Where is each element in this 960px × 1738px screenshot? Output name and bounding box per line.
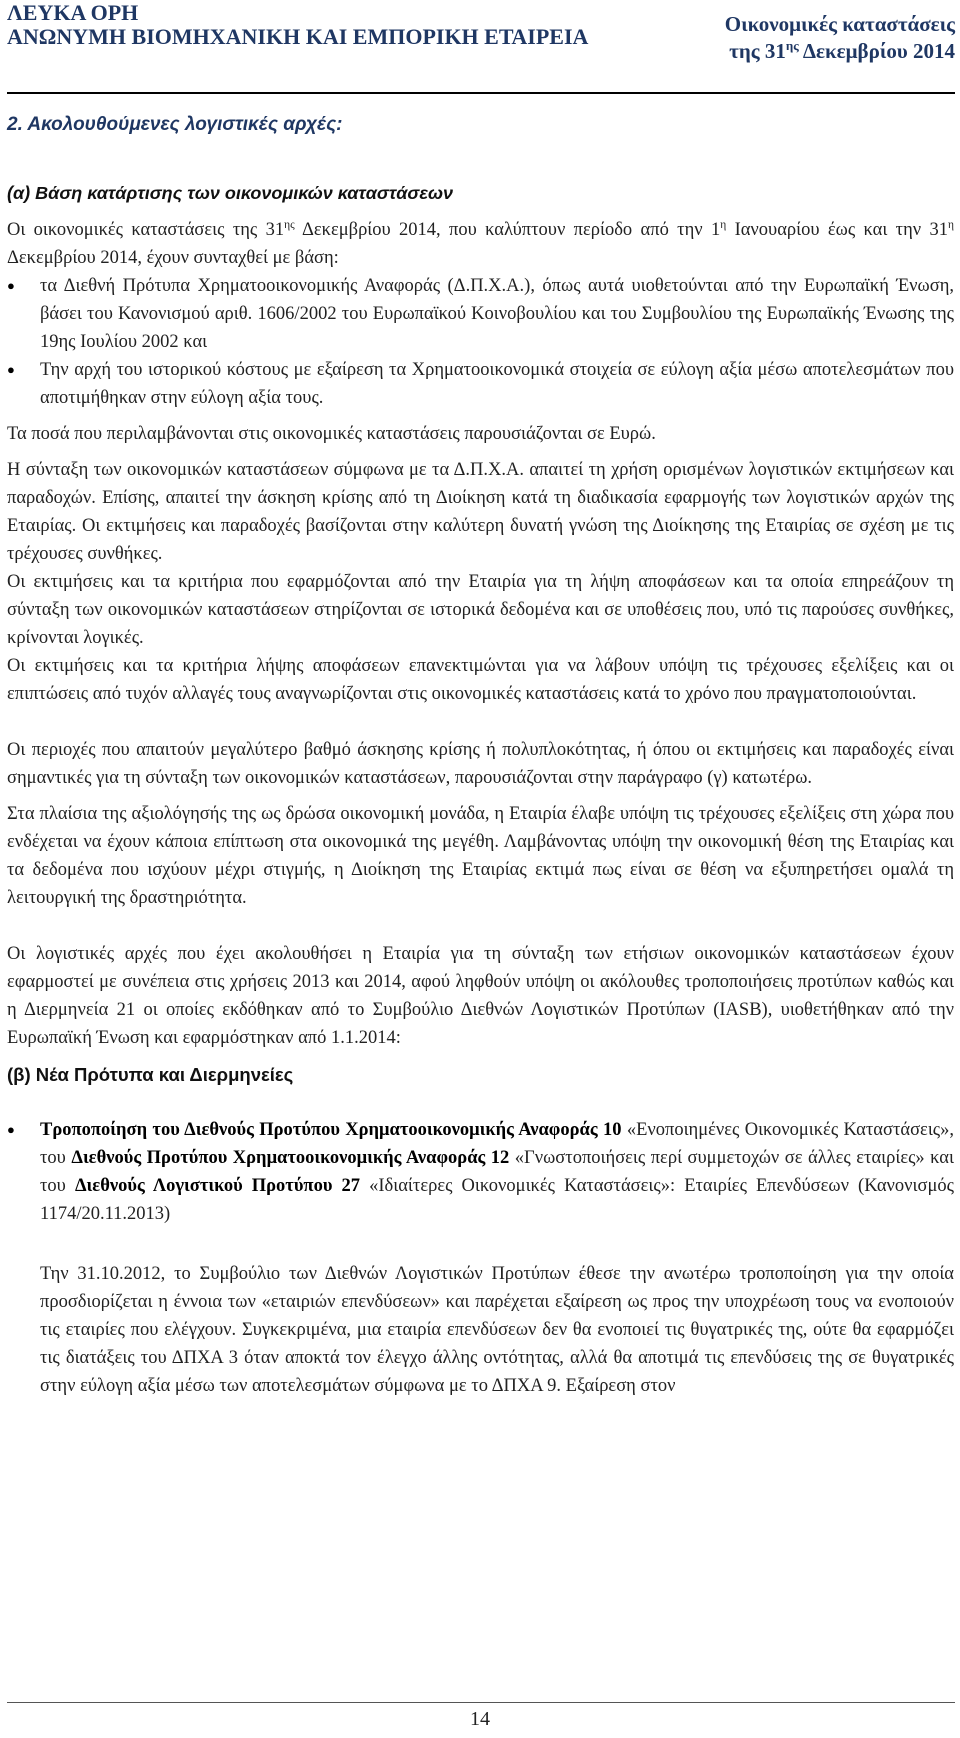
text-run: «Ιδιαίτερες Οικονομικές Καταστάσεις»: Εταιρίες Επενδύσεων (Κανονισμός 1174/20.11.2013) — [40, 1176, 954, 1224]
paragraph-judgement-areas: Οι περιοχές που απαιτούν μεγαλύτερο βαθμό άσκησης κρίσης ή πολυπλοκότητας, ή όπου οι εκτιμήσεις και παραδοχές είναι σημαντικές για τη σύνταξη των οικονομικών καταστάσεων, παρουσιάζονται στην παράγραφο (γ) κατωτέρω. — [7, 740, 954, 788]
list-item: ● τα Διεθνή Πρότυπα Χρηματοοικονομικής Αναφοράς (Δ.Π.Χ.Α.), όπως αυτά υιοθετούνται από την Ευρωπαϊκή Ένωση, βάσει του Κανονισμού αριθ. 1606/2002 του Ευρωπαϊκού Κοινοβουλίου και του Συμβουλίου της Ευρωπαϊκής Ένωσης της 19ης Ιουλίου 2002 και — [7, 272, 954, 356]
superscript: η — [720, 218, 727, 231]
date-prefix: της 31 — [729, 39, 786, 63]
page-header — [0, 0, 960, 93]
paragraph-accounting-policies: Οι λογιστικές αρχές που έχει ακολουθήσει η Εταιρία για τη σύνταξη των ετήσιων οικονομικών καταστάσεων έχουν εφαρμοστεί με συνέπεια στις χρήσεις 2013 και 2014, αφού ληφθούν υπόψη οι ακόλουθες τροποποιήσεις προτύπων καθώς και η Διερμηνεία 21 οι οποίες εκδόθηκαν από το Συμβούλιο Διεθνών Λογιστικών Προτύπων (IASB), υιοθετήθηκαν από την Ευρωπαϊκή Ένωση και εφαρμόστηκαν από 1.1.2014: — [7, 944, 954, 1048]
bold-text: Τροποποίηση του Διεθνούς Προτύπου Χρηματοοικονομικής Αναφοράς 10 — [40, 1120, 622, 1140]
text-run: «Γνωστοποιήσεις περί συμμετοχών σε άλλες εταιρίες» και του — [40, 1148, 954, 1196]
subsection-a-title: (α) Βάση κατάρτισης των οικονομικών καταστάσεων — [7, 183, 453, 203]
paragraph-currency: Τα ποσά που περιλαμβάνονται στις οικονομικές καταστάσεις παρουσιάζονται σε Ευρώ. — [7, 424, 656, 444]
date-superscript: ης — [785, 38, 799, 53]
company-name — [7, 1, 588, 49]
text-run: Δεκεμβρίου 2014, έχουν συνταχθεί με βάση: — [7, 248, 339, 268]
paragraph-criteria: Οι εκτιμήσεις και τα κριτήρια που εφαρμόζονται από την Εταιρία για τη λήψη αποφάσεων και τα οποία επηρεάζουν τη σύνταξη των οικονομικών καταστάσεων στηρίζονται σε ιστορικά δεδομένα και σε υποθέσεις που, υπό τις παρούσες συνθήκες, κρίνονται λογικές. — [7, 572, 954, 648]
page-number: 14 — [470, 1708, 490, 1730]
header-rule — [7, 92, 955, 94]
text-run: Δεκεμβρίου 2014, που καλύπτουν περίοδο από την 1 — [294, 220, 721, 240]
paragraph-estimates: Η σύνταξη των οικονομικών καταστάσεων σύμφωνα με τα Δ.Π.Χ.Α. απαιτεί τη χρήση ορισμένων λογιστικών εκτιμήσεων και παραδοχών. Επίσης, απαιτεί την άσκηση κρίσης από τη Διοίκηση κατά τη διαδικασία εφαρμογής των λογιστικών αρχών της Εταιρίας. Οι εκτιμήσεις και παραδοχές βασίζονται στην καλύτερη δυνατή γνώση της Διοίκησης της Εταιρίας σε σχέση με τις τρέχουσες συνθήκες. — [7, 460, 954, 564]
superscript: η — [948, 218, 954, 231]
text-run: Ιανουαρίου έως και την 31 — [726, 220, 948, 240]
paragraph-reassessment: Οι εκτιμήσεις και τα κριτήρια λήψης αποφάσεων επανεκτιμώνται για να λάβουν υπόψη τις τρέχουσες εξελίξεις και οι επιπτώσεις από τυχόν αλλαγές τους αναγνωρίζονται στις οικονομικές καταστάσεις κατά το χρόνο που πραγματοποιούνται. — [7, 656, 954, 704]
paragraph-basis — [7, 216, 954, 272]
document-body — [7, 112, 954, 1400]
list-item: ● Την αρχή του ιστορικού κόστους με εξαίρεση τα Χρηματοοικονομικά στοιχεία σε εύλογη αξία μέσω αποτελεσμάτων που αποτιμήθηκαν στην εύλογη αξία τους. — [7, 356, 954, 412]
section-title: 2. Ακολουθούμενες λογιστικές αρχές: — [7, 114, 343, 135]
document-date — [725, 38, 955, 65]
company-name-line2: ΑΝΩΝΥΜΗ ΒΙΟΜΗΧΑΝΙΚΗ ΚΑΙ ΕΜΠΟΡΙΚΗ ΕΤΑΙΡΕΙΑ — [7, 24, 589, 49]
text-run: «Ενοποιημένες Οικονομικές Καταστάσεις», του — [40, 1120, 955, 1168]
footer-rule — [7, 1702, 955, 1703]
document-title-line1: Οικονομικές καταστάσεις — [724, 12, 955, 36]
text-run: Οι οικονομικές καταστάσεις της 31 — [7, 220, 285, 240]
document-title — [725, 11, 955, 65]
paragraph-investment-entities: Την 31.10.2012, το Συμβούλιο των Διεθνών Λογιστικών Προτύπων έθεσε την ανωτέρω τροποποίηση για την οποία προσδιορίζεται η έννοια των «εταιριών επενδύσεων» και παρέχεται εξαίρεση ως προς την υποχρέωση τους να ενοποιούν τις εταιρίες που ελέγχουν. Συγκεκριμένα, μια εταιρία επενδύσεων δεν θα ενοποιεί τις θυγατρικές της, ούτε θα εφαρμόζει τις διατάξεις του ΔΠΧΑ 3 όταν αποκτά τον έλεγχο άλλης οντότητας, αλλά θα αποτιμά τις επενδύσεις της σε θυγατρικές στην εύλογη αξία μέσω των αποτελεσμάτων σύμφωνα με το ΔΠΧΑ 9. Εξαίρεση στον — [40, 1264, 954, 1396]
superscript: ης — [284, 218, 295, 231]
paragraph-going-concern: Στα πλαίσια της αξιολόγησής της ως δρώσα οικονομική μονάδα, η Εταιρία έλαβε υπόψη τις τρέχουσες εξελίξεις στη χώρα που ενδέχεται να έχουν κάποια επίπτωση στα οικονομικά της μεγέθη. Λαμβάνοντας υπόψη την οικονομική θέση της Εταιρίας και τα δεδομένα που ισχύουν μέχρι στιγμής, η Διοίκηση της Εταιρίας εκτιμά πως είναι σε θέση να εξυπηρετήσει ομαλά τη λειτουργική της δραστηριότητα. — [7, 804, 954, 908]
subsection-b-title: (β) Νέα Πρότυπα και Διερμηνείες — [7, 1064, 294, 1085]
basis-list — [7, 272, 954, 412]
bold-text: Διεθνούς Λογιστικού Προτύπου 27 — [74, 1176, 361, 1196]
date-suffix: Δεκεμβρίου 2014 — [798, 39, 955, 63]
bold-text: Διεθνούς Προτύπου Χρηματοοικονομικής Αναφοράς 12 — [71, 1148, 510, 1168]
company-name-line1: ΛΕΥΚΑ ΟΡΗ — [7, 0, 139, 25]
standards-list — [7, 1116, 954, 1228]
list-item — [7, 1116, 954, 1228]
